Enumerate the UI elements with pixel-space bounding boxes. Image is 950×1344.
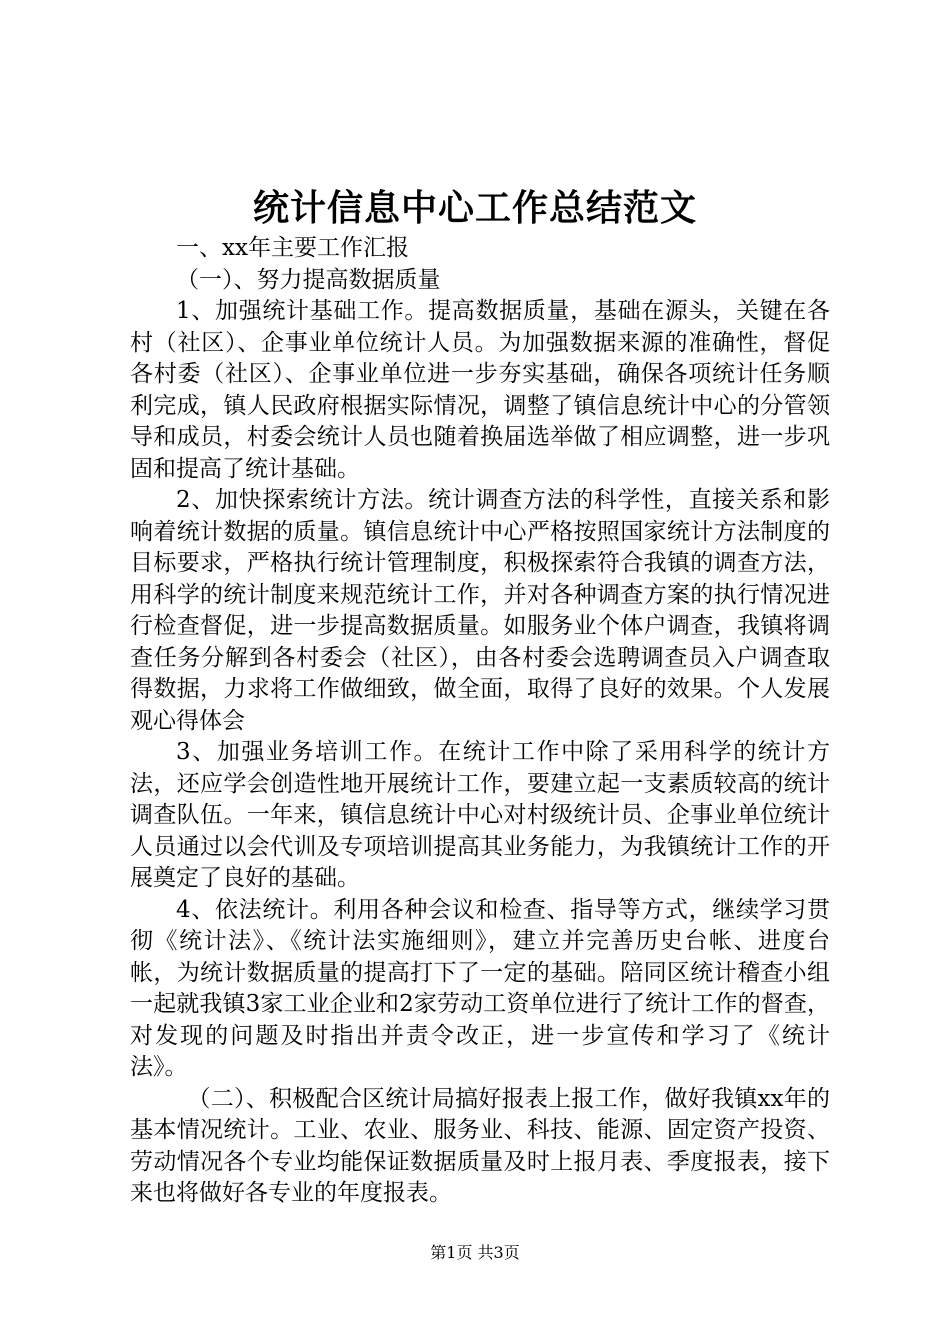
document-title: 统计信息中心工作总结范文 bbox=[252, 187, 697, 229]
document-body bbox=[130, 233, 830, 1210]
paragraph: 3、加强业务培训工作。在统计工作中除了采用科学的统计方法，还应学会创造性地开展统计工作，要建立起一支素质较高的统计调查队伍。一年来，镇信息统计中心对村级统计员、企事业单位统计人员通过以会代训及专项培训提高其业务能力，为我镇统计工作的开展奠定了良好的基础。 bbox=[130, 739, 830, 891]
section-heading: 一、xx年主要工作汇报 bbox=[176, 235, 409, 261]
paragraph: 2、加快探索统计方法。统计调查方法的科学性，直接关系和影响着统计数据的质量。镇信息统计中心严格按照国家统计方法制度的目标要求，严格执行统计管理制度，积极探索符合我镇的调查方法，用科学的统计制度来规范统计工作，并对各种调查方案的执行情况进行检查督促，进一步提高数据质量。如服务业个体户调查，我镇将调查任务分解到各村委会（社区），由各村委会选聘调查员入户调查取得数据，力求将工作做细致，做全面，取得了良好的效果。个人发展观心得体会 bbox=[130, 487, 830, 734]
paragraph: （二）、积极配合区统计局搞好报表上报工作，做好我镇xx年的基本情况统计。工业、农业、服务业、科技、能源、固定资产投资、劳动情况各个专业均能保证数据质量及时上报月表、季度报表，接下来也将做好各专业的年度报表。 bbox=[130, 1085, 830, 1206]
paragraph: 1、加强统计基础工作。提高数据质量，基础在源头，关键在各村（社区）、企事业单位统计人员。为加强数据来源的准确性，督促各村委（社区）、企事业单位进一步夯实基础，确保各项统计任务顺利完成，镇人民政府根据实际情况，调整了镇信息统计中心的分管领导和成员，村委会统计人员也随着换届选举做了相应调整，进一步巩固和提高了统计基础。 bbox=[130, 298, 830, 482]
paragraph: 4、依法统计。利用各种会议和检查、指导等方式，继续学习贯彻《统计法》、《统计法实施细则》，建立并完善历史台帐、进度台帐，为统计数据质量的提高打下了一定的基础。陪同区统计稽查小组一起就我镇3家工业企业和2家劳动工资单位进行了统计工作的督查，对发现的问题及时指出并责令改正，进一步宣传和学习了《统计法》。 bbox=[130, 896, 830, 1080]
subsection-heading: （一）、努力提高数据质量 bbox=[176, 266, 441, 293]
page-footer: 第1页 共3页 bbox=[430, 1243, 520, 1262]
